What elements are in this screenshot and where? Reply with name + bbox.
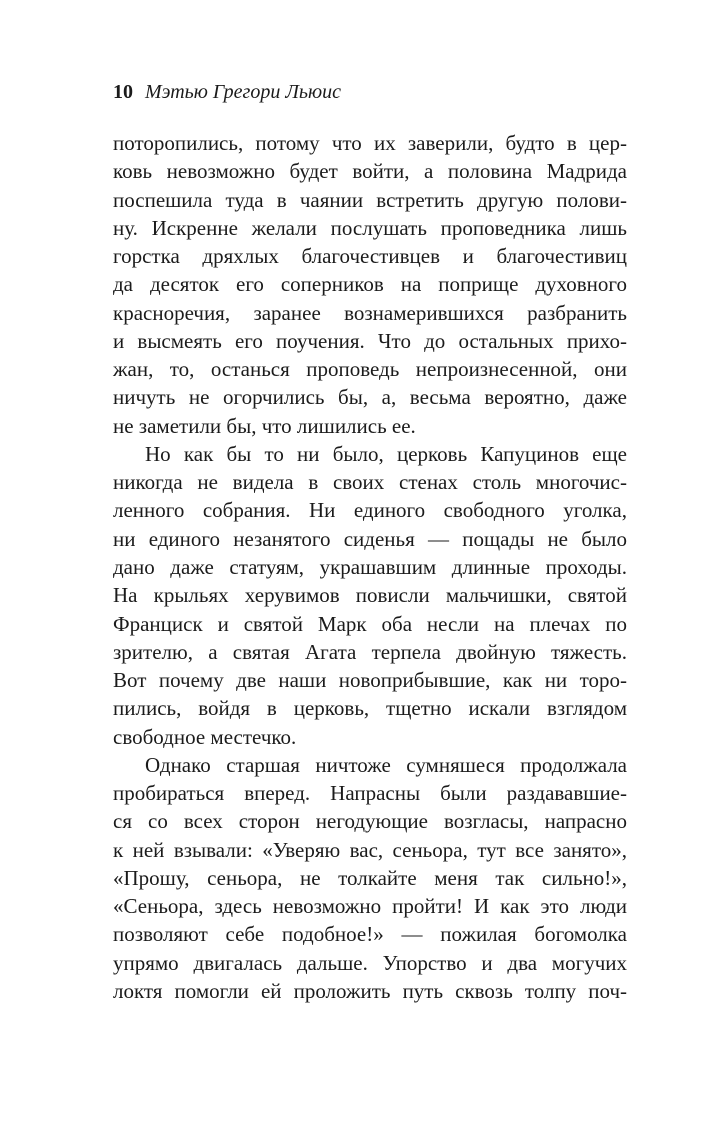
text-line: «Сеньора, здесь невозможно пройти! И как это люди bbox=[113, 894, 627, 919]
text-line: да десяток его соперников на поприще духовного bbox=[113, 272, 627, 297]
text-line: горстка дряхлых благочестивцев и благочестивиц bbox=[113, 244, 627, 269]
text-line: На крыльях херувимов повисли мальчишки, святой bbox=[113, 583, 627, 608]
text-line: и высмеять его поучения. Что до остальных прихо- bbox=[113, 328, 627, 353]
text-line: Вот почему две наши новоприбывшие, как ни торо- bbox=[113, 668, 627, 693]
text-line: жан, то, останься проповедь непроизнесенной, они bbox=[113, 357, 627, 382]
text-line: ни единого незанятого сиденья — пощады не было bbox=[113, 526, 627, 551]
text-line: локтя помогли ей проложить путь сквозь толпу поч- bbox=[113, 978, 627, 1003]
text-line: ся со всех сторон негодующие возгласы, напрасно bbox=[113, 809, 627, 834]
text-line: пробираться вперед. Напрасны были раздававшие- bbox=[113, 781, 627, 806]
text-line: упрямо двигалась дальше. Упорство и два могучих bbox=[113, 950, 627, 975]
text-line: зрителю, а святая Агата терпела двойную тяжесть. bbox=[113, 639, 627, 664]
page-number: 10 bbox=[113, 81, 133, 103]
text-line: ну. Искренне желали послушать проповедника лишь bbox=[113, 215, 627, 240]
page-header bbox=[113, 80, 341, 104]
text-line: «Прошу, сеньора, не толкайте меня так сильно!», bbox=[113, 865, 627, 890]
text-line: поторопились, потому что их заверили, будто в цер- bbox=[113, 131, 627, 155]
body-text bbox=[113, 129, 627, 1005]
text-line: пились, войдя в церковь, тщетно искали взглядом bbox=[113, 696, 627, 721]
text-line: Но как бы то ни было, церковь Капуцинов еще bbox=[145, 441, 627, 466]
text-line: красноречия, заранее вознамерившихся разбранить bbox=[113, 300, 627, 325]
text-line: позволяют себе подобное!» — пожилая богомолка bbox=[113, 922, 627, 947]
text-line: ковь невозможно будет войти, а половина Мадрида bbox=[113, 159, 627, 184]
text-line: к ней взывали: «Уверяю вас, сеньора, тут все занято», bbox=[113, 837, 627, 862]
text-line: ленного собрания. Ни единого свободного уголка, bbox=[113, 498, 627, 523]
paragraph bbox=[113, 129, 627, 440]
running-title: Мэтью Грегори Льюис bbox=[145, 81, 341, 103]
text-line: Однако старшая ничтоже сумняшеся продолжала bbox=[145, 752, 627, 777]
text-line: не заметили бы, что лишились ее. bbox=[113, 413, 416, 438]
text-line: свободное местечко. bbox=[113, 724, 297, 749]
text-line: никогда не видела в своих стенах столь многочис- bbox=[113, 470, 627, 495]
text-line: Франциск и святой Марк оба несли на плечах по bbox=[113, 611, 627, 636]
paragraph bbox=[113, 440, 627, 751]
text-line: ничуть не огорчились бы, а, весьма вероятно, даже bbox=[113, 385, 627, 410]
paragraph bbox=[113, 751, 627, 1005]
text-line: поспешила туда в чаянии встретить другую полови- bbox=[113, 187, 627, 212]
text-line: дано даже статуям, украшавшим длинные проходы. bbox=[113, 554, 627, 579]
